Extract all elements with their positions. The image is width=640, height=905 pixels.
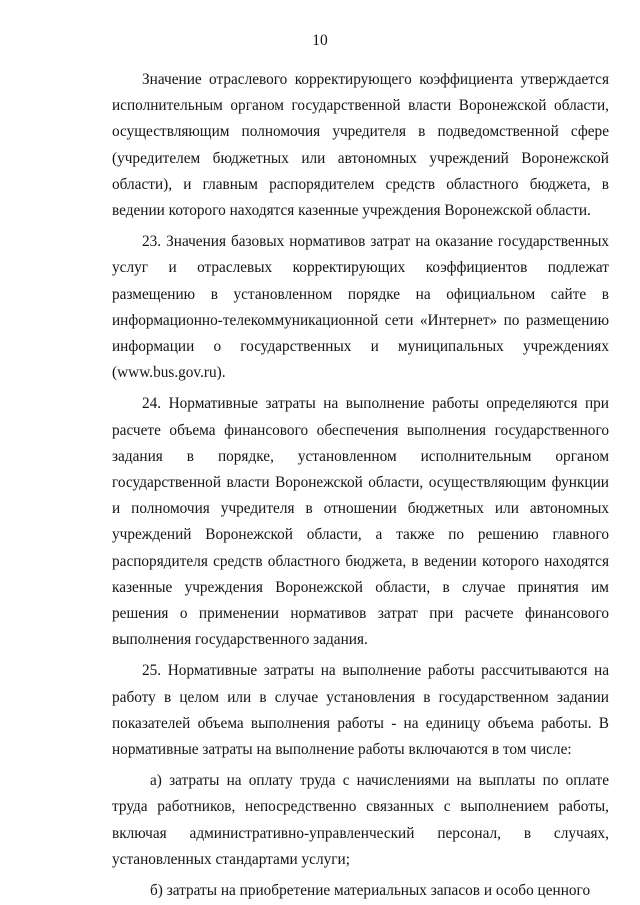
paragraph-23: 23. Значения базовых нормативов затрат на оказание государственных услуг и отраслевых корректирующих коэффициентов подлежат размещению в установленном порядке на официальном сайте в информационно-телекоммуникационной сети «Интернет» по размещению информации о государственных и муниципальных учреждениях (www.bus.gov.ru). (112, 233, 609, 382)
paragraph-item-b: б) затраты на приобретение материальных запасов и особо ценного (150, 882, 591, 900)
page-number: 10 (312, 32, 328, 49)
document-body (112, 67, 609, 904)
paragraph-coefficient-approval: Значение отраслевого корректирующего коэффициента утверждается исполнительным органом государственной власти Воронежской области, осуществляющим полномочия учредителя в подведомственной сфере (учредителем бюджетных или автономных учреждений Воронежской области), и главным распорядителем средств областного бюджета, в ведении которого находятся казенные учреждения Воронежской области. (112, 71, 609, 220)
paragraph-25: 25. Нормативные затраты на выполнение работы рассчитываются на работу в целом или в случае установления в государственном задании показателей объема выполнения работы - на единицу объема работы. В нормативные затраты на выполнение работы включаются в том числе: (112, 662, 609, 759)
paragraph-24: 24. Нормативные затраты на выполнение работы определяются при расчете объема финансового обеспечения выполнения государственного задания в порядке, установленном исполнительным органом государственной власти Воронежской области, осуществляющим функции и полномочия учредителя в отношении бюджетных или автономных учреждений Воронежской области, а также по решению главного распорядителя средств областного бюджета, в ведении которого находятся казенные учреждения Воронежской области, в случае принятия им решения о применении нормативов затрат при расчете финансового выполнения государственного задания. (112, 395, 609, 649)
paragraph-item-a: а) затраты на оплату труда с начислениями на выплаты по оплате труда работников, непосредственно связанных с выполнением работы, включая административно-управленческий персонал, в случаях, установленных стандартами услуги; (112, 772, 609, 868)
